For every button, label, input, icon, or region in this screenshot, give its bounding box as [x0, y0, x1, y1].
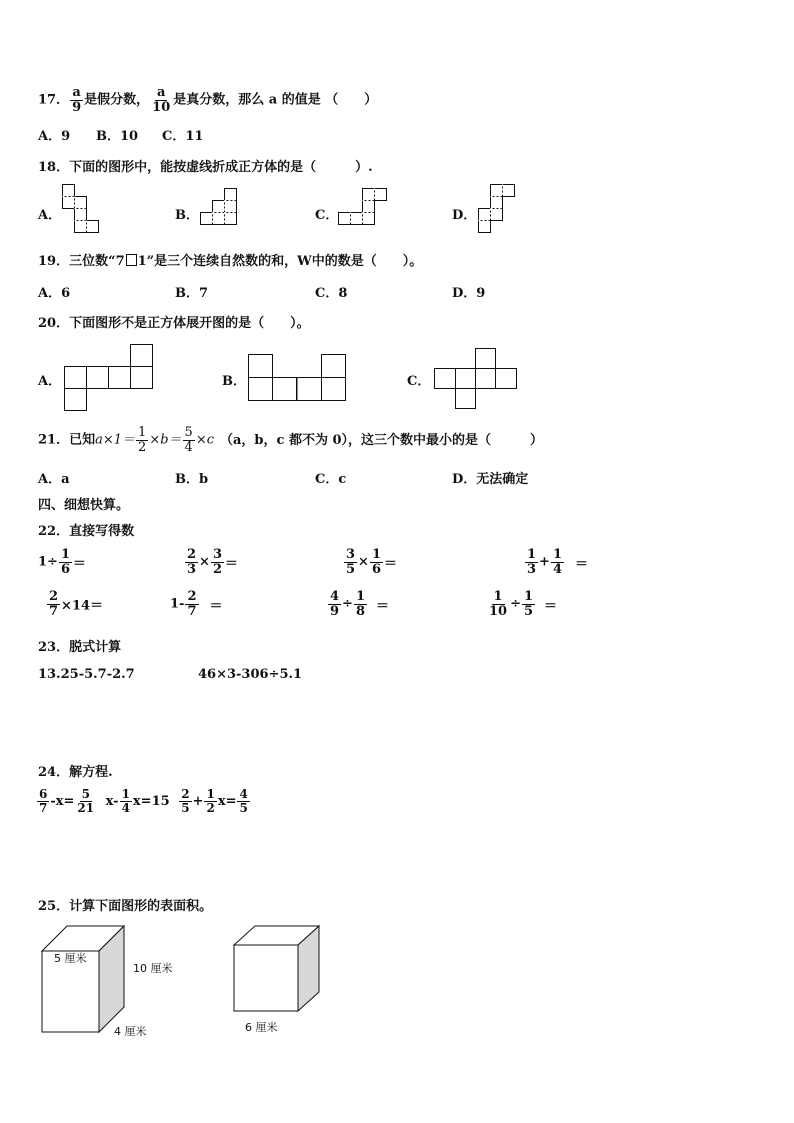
- q18-net-b-figure[interactable]: [200, 188, 240, 232]
- q21-expr-c: ×c: [195, 432, 214, 448]
- cube-edge-label: 6 厘米: [245, 1021, 278, 1034]
- q21-option-a[interactable]: A．a: [38, 472, 70, 487]
- q18-option-d[interactable]: D．: [452, 208, 477, 223]
- q22-row2-expr-4: $\frac{1}{10}$ ÷ $\frac{1}{5}$ ＝: [489, 589, 558, 619]
- q21-times-1: ×1＝: [102, 432, 136, 448]
- q19-text-a: 19．三位数“7: [38, 254, 125, 269]
- question-24: 24．解方程.: [38, 765, 113, 780]
- q21-expr-b: ×b＝: [149, 432, 182, 448]
- cube-figure: [232, 924, 322, 1016]
- question-21: [38, 426, 543, 454]
- q17-fraction-2: $\frac{a}{10}$: [152, 85, 171, 115]
- q22-row1-expr-4: $\frac{1}{3}$ + $\frac{1}{4}$ ＝: [527, 547, 589, 577]
- q24-equation-1: $\frac{6}{7}$ -x= $\frac{5}{21}$: [39, 787, 95, 815]
- question-23: 23．脱式计算: [38, 640, 122, 655]
- q20-option-a[interactable]: A．: [38, 374, 62, 389]
- q22-row1-expr-1: 1÷ $\frac{1}{6}$ ＝: [38, 547, 87, 577]
- q21-option-b[interactable]: B．b: [175, 472, 209, 487]
- q17-fraction-1: $\frac{a}{9}$: [72, 85, 82, 115]
- q22-row2-expr-2: 1- $\frac{2}{7}$ ＝: [170, 589, 223, 619]
- q22-row1-expr-2: $\frac{2}{3}$ × $\frac{3}{2}$ ＝: [187, 547, 239, 577]
- q18-option-c[interactable]: C．: [315, 208, 339, 223]
- q24-equations: [36, 788, 251, 814]
- q22-row2-expr-1: $\frac{2}{7}$ ×14＝: [49, 589, 104, 619]
- question-22: 22．直接写得数: [38, 524, 135, 539]
- q20-option-c[interactable]: C．: [407, 374, 431, 389]
- q17-number: 17．: [38, 92, 70, 108]
- q17-option-b[interactable]: B．10: [96, 129, 139, 144]
- q19-text-b: 1”是三个连续自然数的和，W中的数是（ ）。: [137, 254, 423, 269]
- q19-option-a[interactable]: A．6: [38, 286, 71, 301]
- q24-equation-3: $\frac{2}{5}$ + $\frac{1}{2}$ x= $\frac{4}{5}$: [181, 787, 248, 815]
- q18-net-a-figure[interactable]: [62, 184, 102, 238]
- blank-box-icon: [126, 254, 137, 266]
- question-18: 18．下面的图形中，能按虚线折成正方体的是（ ）.: [38, 160, 373, 175]
- q21-fraction-2: $\frac{5}{4}$: [184, 425, 193, 455]
- q17-text-2: 是真分数，那么 a 的值是 （ ）: [173, 92, 378, 108]
- q22-row2-expr-3: $\frac{4}{9}$ ÷ $\frac{1}{8}$ ＝: [330, 589, 390, 619]
- q17-option-a[interactable]: A．9: [38, 129, 71, 144]
- q21-fraction-1: $\frac{1}{2}$: [138, 425, 147, 455]
- q23-expr-1: 13.25-5.7-2.7: [38, 667, 135, 682]
- q20-net-b-figure[interactable]: [248, 354, 348, 402]
- q20-net-c-figure[interactable]: [434, 348, 520, 410]
- q19-option-b[interactable]: B．7: [175, 286, 209, 301]
- cuboid-figure: [40, 924, 130, 1036]
- q21-option-d[interactable]: D．无法确定: [452, 472, 529, 487]
- question-19: [38, 250, 422, 269]
- q18-option-a[interactable]: A．: [38, 208, 62, 223]
- q18-net-c-figure[interactable]: [338, 188, 390, 232]
- q19-option-d[interactable]: D．9: [452, 286, 486, 301]
- q18-net-d-figure[interactable]: [478, 184, 518, 238]
- q19-option-c[interactable]: C．8: [315, 286, 348, 301]
- q21-var-a: a: [95, 432, 103, 448]
- q17-option-c[interactable]: C．11: [162, 129, 204, 144]
- q20-net-a-figure[interactable]: [64, 344, 156, 412]
- section-4-heading: 四、细想快算。: [38, 498, 130, 513]
- cuboid-height-label: 10 厘米: [133, 962, 173, 975]
- cuboid-width-label: 4 厘米: [114, 1025, 147, 1038]
- q24-equation-2: x- $\frac{1}{4}$ x=15: [105, 787, 170, 815]
- q21-number: 21．已知: [38, 432, 96, 448]
- cuboid-length-label: 5 厘米: [54, 952, 87, 965]
- q21-option-c[interactable]: C．c: [315, 472, 347, 487]
- question-20: 20．下面图形不是正方体展开图的是（ ）。: [38, 316, 310, 331]
- q22-row1-expr-3: $\frac{3}{5}$ × $\frac{1}{6}$ ＝: [346, 547, 398, 577]
- q18-option-b[interactable]: B．: [175, 208, 199, 223]
- q23-expr-2: 46×3-306÷5.1: [198, 667, 303, 682]
- q20-option-b[interactable]: B．: [222, 374, 246, 389]
- question-25: 25．计算下面图形的表面积。: [38, 899, 213, 914]
- q17-text-1: 是假分数，: [84, 92, 150, 108]
- question-17: [38, 86, 377, 114]
- q21-text-2: （a，b，c 都不为 0），这三个数中最小的是（ ）: [220, 432, 544, 448]
